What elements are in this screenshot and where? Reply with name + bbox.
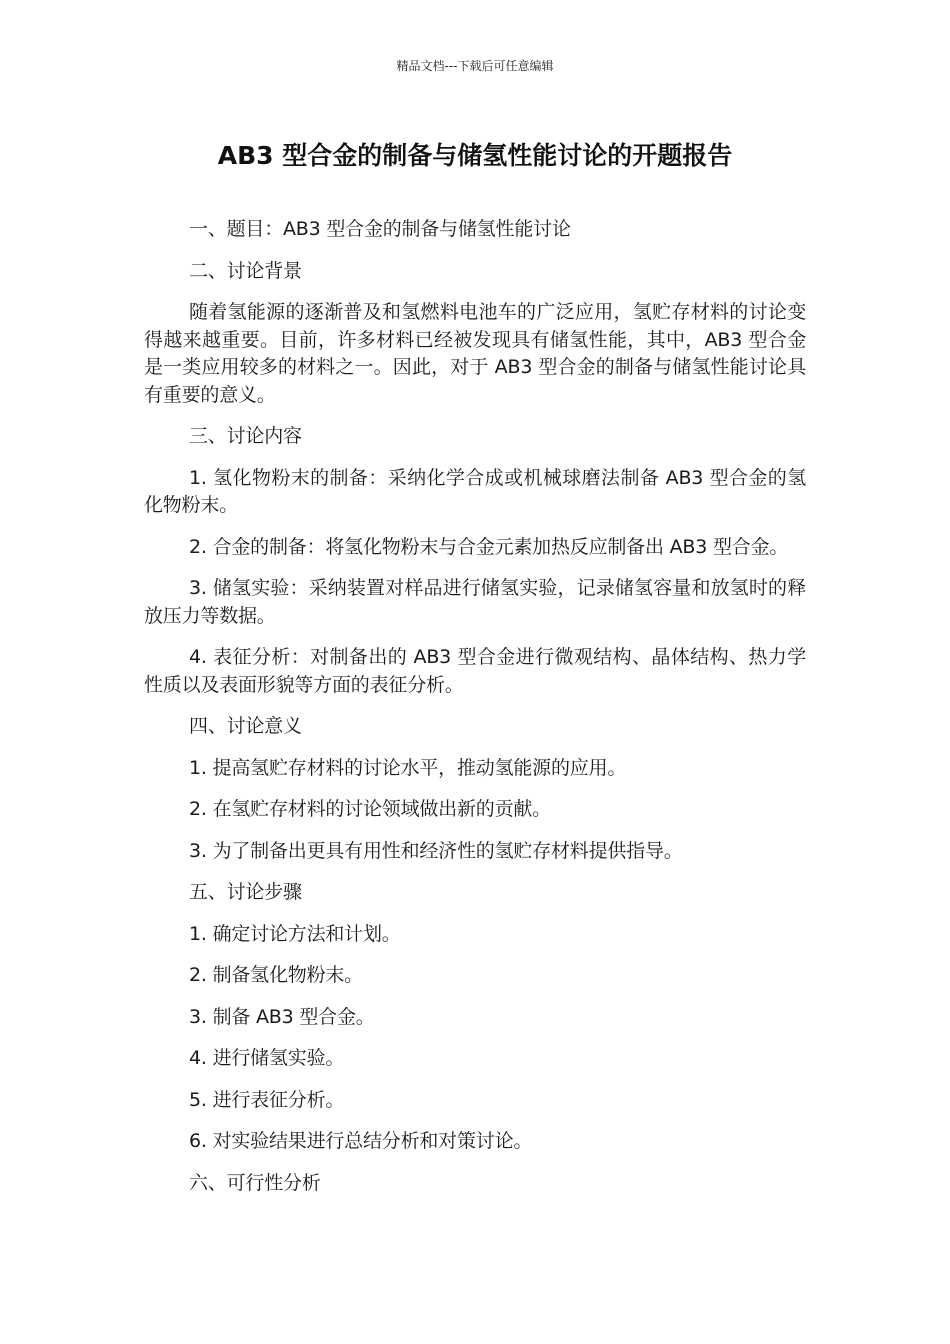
step-item: 4. 进行储氢实验。 — [189, 1047, 345, 1069]
section-heading-topic: 一、题目：AB3 型合金的制备与储氢性能讨论 — [189, 218, 571, 240]
step-item: 5. 进行表征分析。 — [189, 1088, 345, 1111]
step-item: 3. 制备 AB3 型合金。 — [189, 1005, 375, 1028]
significance-item: 1. 提高氢贮存材料的讨论水平，推动氢能源的应用。 — [189, 756, 627, 779]
content-item: 4. 表征分析：对制备出的 AB3 型合金进行微观结构、晶体结构、热力学性质以及表面形貌等方面的表征分析。 — [144, 646, 806, 696]
section-heading-steps: 五、讨论步骤 — [189, 881, 302, 903]
significance-item: 2. 在氢贮存材料的讨论领域做出新的贡献。 — [189, 798, 551, 820]
section-heading-content: 三、讨论内容 — [189, 425, 302, 447]
document-title: AB3 型合金的制备与储氢性能讨论的开题报告 — [217, 141, 733, 170]
section-heading-feasibility: 六、可行性分析 — [189, 1171, 321, 1194]
step-item: 2. 制备氢化物粉末。 — [189, 964, 363, 986]
document-body — [144, 216, 806, 1211]
content-item: 1. 氢化物粉末的制备：采纳化学合成或机械球磨法制备 AB3 型合金的氢化物粉末。 — [144, 466, 806, 516]
step-item: 1. 确定讨论方法和计划。 — [189, 922, 401, 945]
step-item: 6. 对实验结果进行总结分析和对策讨论。 — [189, 1130, 533, 1152]
significance-item: 3. 为了制备出更具有用性和经济性的氢贮存材料提供指导。 — [189, 839, 683, 862]
page-header-note: 精品文档---下载后可任意编辑 — [396, 59, 554, 73]
section-heading-background: 二、讨论背景 — [189, 259, 302, 282]
content-item: 3. 储氢实验：采纳装置对样品进行储氢实验，记录储氢容量和放氢时的释放压力等数据。 — [144, 577, 806, 627]
content-item: 2. 合金的制备：将氢化物粉末与合金元素加热反应制备出 AB3 型合金。 — [189, 535, 789, 558]
section-heading-significance: 四、讨论意义 — [189, 715, 302, 737]
background-paragraph: 随着氢能源的逐渐普及和氢燃料电池车的广泛应用，氢贮存材料的讨论变得越来越重要。目前，许多材料已经被发现具有储氢性能，其中，AB3 型合金是一类应用较多的材料之一。因此，对于 AB3 型合金的制备与储氢性能讨论具有重要的意义。 — [144, 301, 806, 406]
